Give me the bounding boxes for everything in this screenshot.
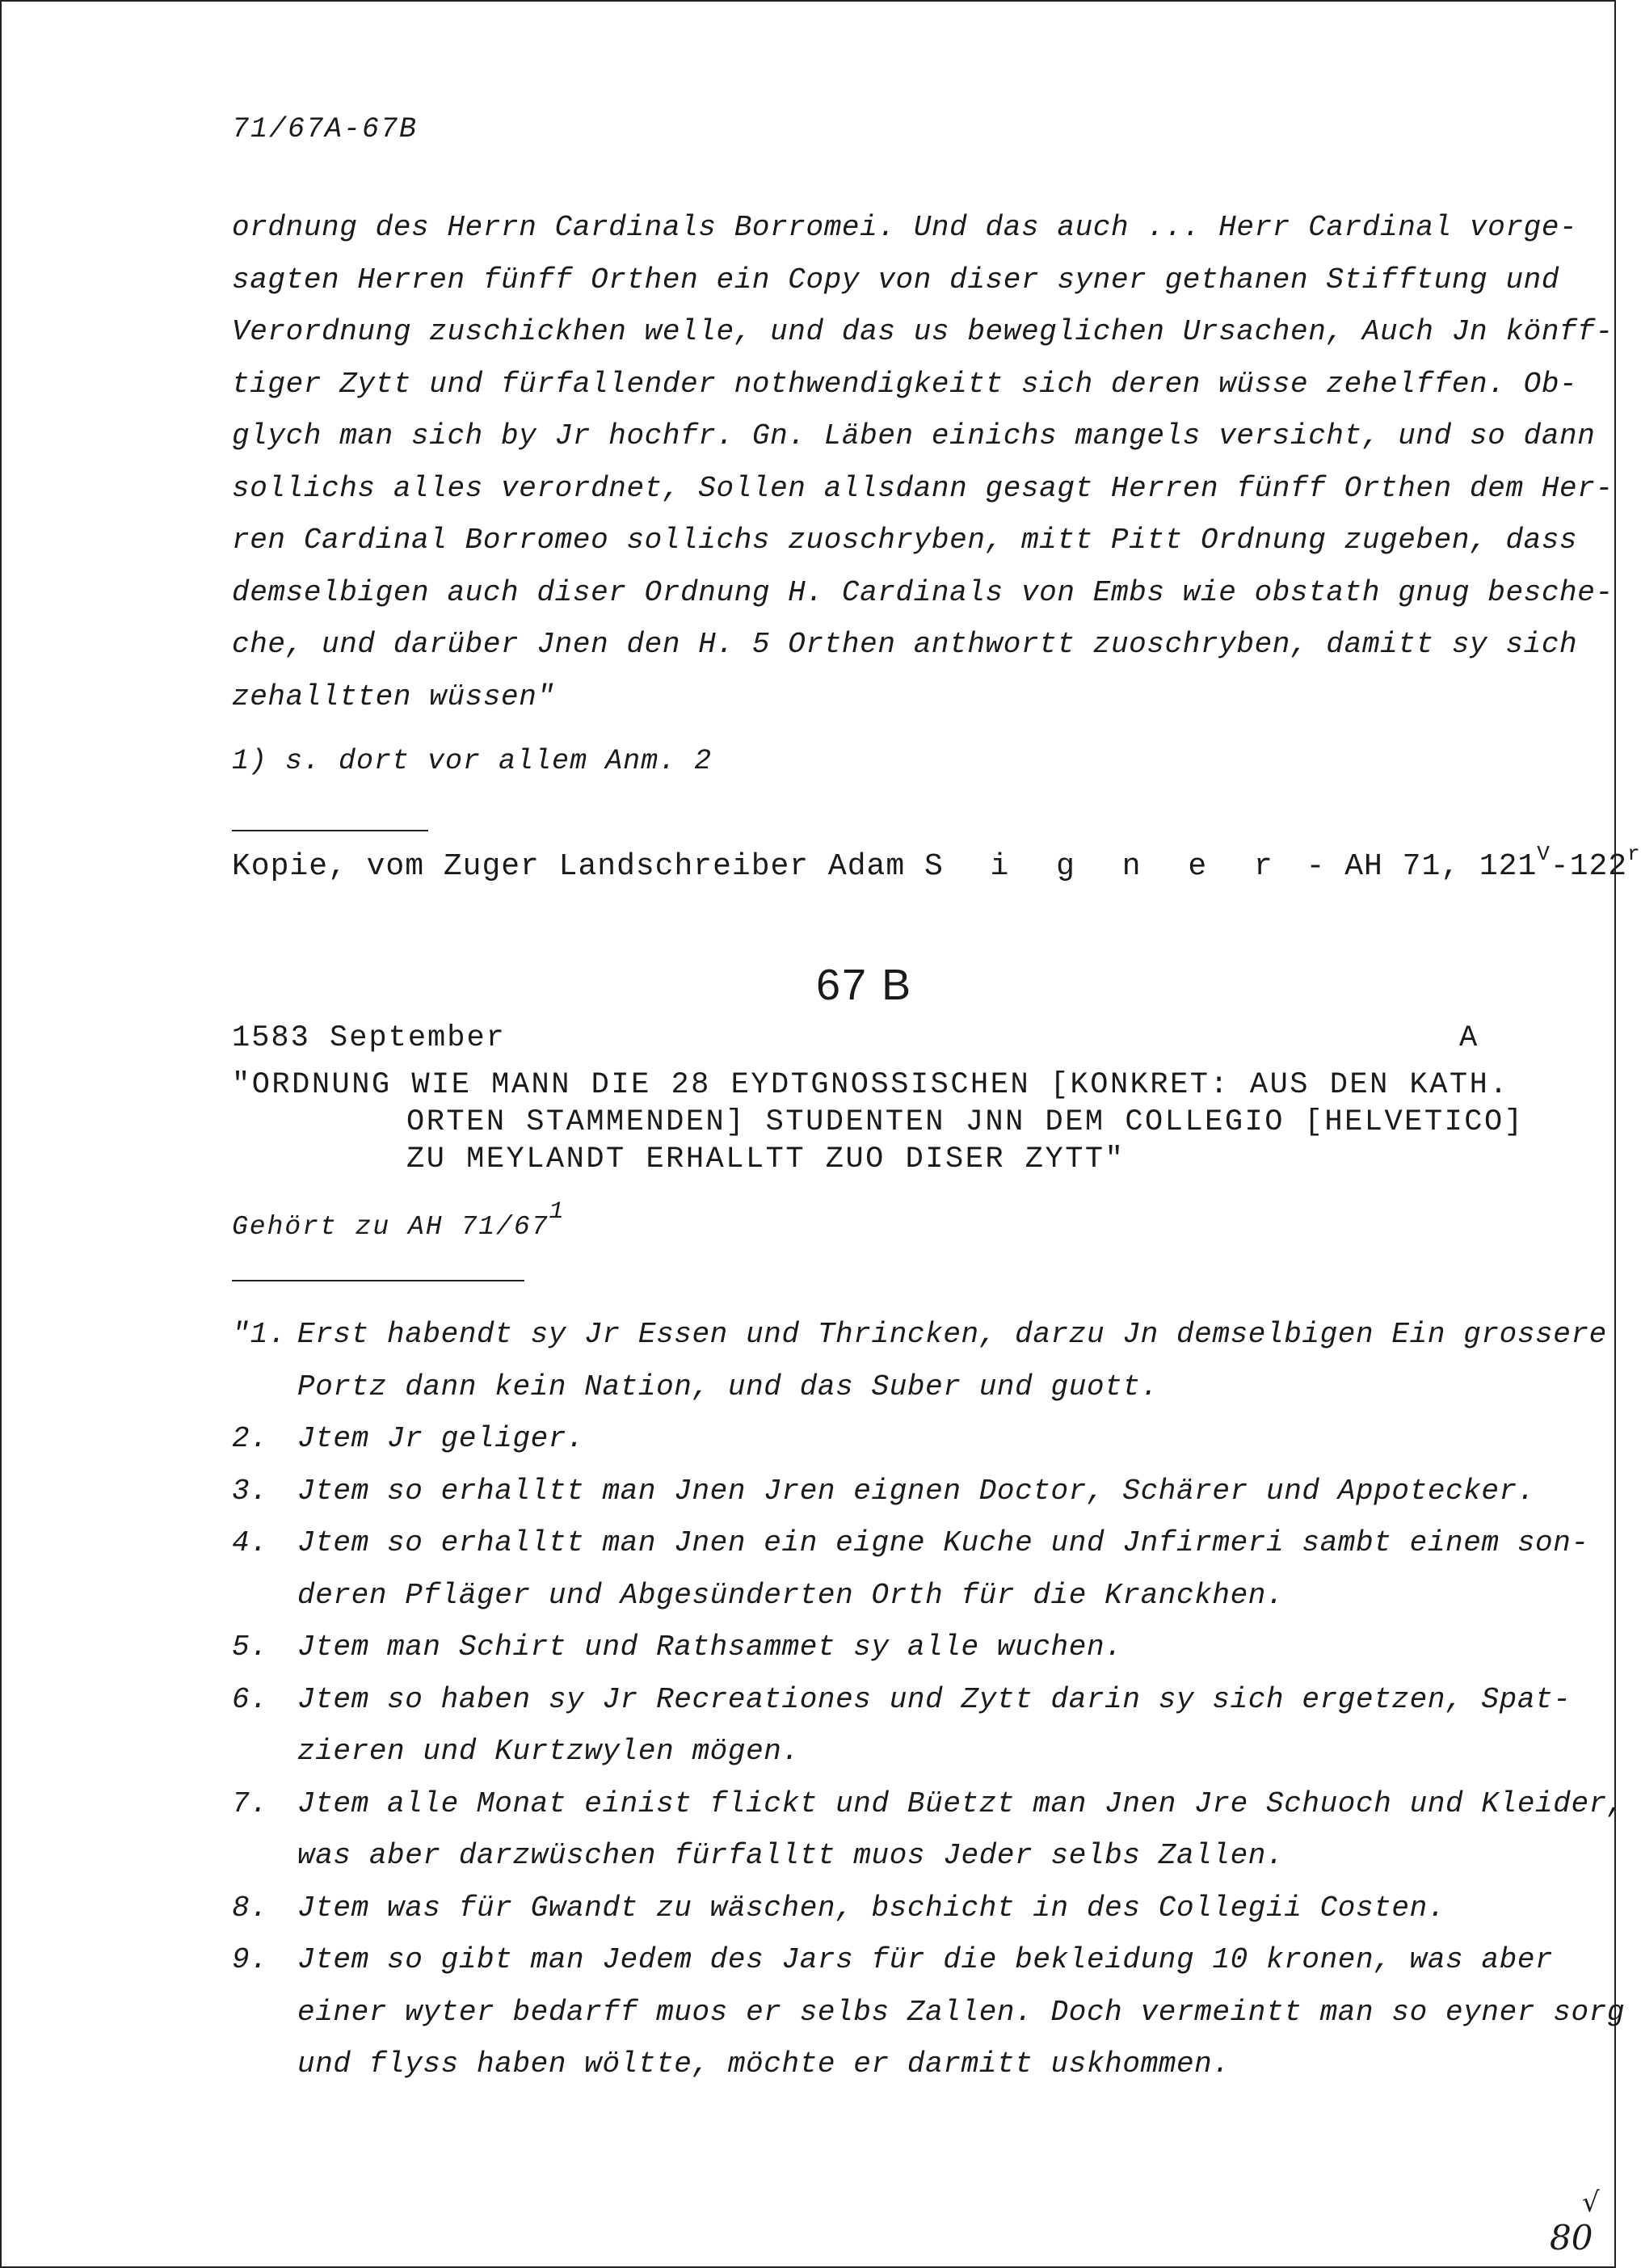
ordinance-items: [232, 1309, 1626, 2091]
document-grade: A: [1459, 1021, 1478, 1055]
document-date: 1583 September: [232, 1021, 506, 1055]
list-item: [232, 1883, 1525, 1935]
footnote-divider: [232, 830, 428, 831]
document-heading-line: ZU MEYLANDT ERHALLTT ZUO DISER ZYTT": [406, 1142, 1126, 1176]
item-number: 7.: [232, 1786, 269, 1820]
document-reference: 71/67A-67B: [232, 113, 419, 145]
item-line: Jtem alle Monat einist flickt und Büetzt man Jnen Jre Schuoch und Kleider,: [297, 1786, 1626, 1820]
quote-line: sagten Herren fünff Orthen ein Copy von diser syner gethanen Stifftung und: [232, 263, 1560, 297]
list-item: [232, 1517, 1589, 1622]
item-number: 9.: [232, 1943, 269, 1976]
item-number: 5.: [232, 1631, 269, 1664]
source-sup-verso: V: [1537, 842, 1551, 866]
item-line: Portz dann kein Nation, und das Suber und guott.: [297, 1370, 1159, 1403]
checkmark-annotation: √: [1582, 2186, 1600, 2219]
document-heading-line: ORTEN STAMMENDEN] STUDENTEN JNN DEM COLLEGIO [HELVETICO]: [406, 1105, 1525, 1139]
list-item: [232, 1622, 1525, 1674]
item-number: "1.: [232, 1318, 287, 1351]
source-citation: [232, 842, 1641, 884]
item-line: deren Pfläger und Abgesünderten Orth für die Kranckhen.: [297, 1578, 1285, 1612]
source-prefix: Kopie, vom Zuger Landschreiber Adam: [232, 849, 906, 884]
item-line: Jtem was für Gwandt zu wäschen, bschicht in des Collegii Costen.: [297, 1891, 1446, 1925]
quote-line: ordnung des Herrn Cardinals Borromei. Und das auch ... Herr Cardinal vorge-: [232, 211, 1578, 244]
quote-line: sollichs alles verordnet, Sollen allsdann gesagt Herren fünff Orthen dem Her-: [232, 471, 1614, 505]
item-line: Jtem Jr geliger.: [297, 1422, 585, 1455]
list-item: [232, 1466, 1536, 1518]
heading-divider: [232, 1280, 524, 1281]
quote-line: glych man sich by Jr hochfr. Gn. Läben einichs mangels versicht, und so dann: [232, 419, 1596, 452]
item-line: Jtem man Schirt und Rathsammet sy alle wuchen.: [297, 1631, 1123, 1664]
footnote: 1) s. dort vor allem Anm. 2: [232, 745, 713, 777]
item-line: Erst habendt sy Jr Essen und Thrincken, darzu Jn demselbigen Ein grossere: [297, 1318, 1607, 1351]
quote-line: che, und darüber Jnen den H. 5 Orthen anthwortt zuoschryben, damitt sy sich: [232, 628, 1578, 661]
item-line: Jtem so haben sy Jr Recreationes und Zytt darin sy sich ergetzen, Spat-: [297, 1682, 1572, 1716]
item-number: 4.: [232, 1526, 269, 1559]
item-number: 2.: [232, 1422, 269, 1455]
list-item: [232, 1778, 1626, 1883]
item-line: zieren und Kurtzwylen mögen.: [297, 1735, 800, 1768]
handwritten-page-number: 80: [1550, 2218, 1593, 2257]
item-number: 3.: [232, 1474, 269, 1508]
source-name: S i g n e r: [924, 849, 1287, 884]
belongs-to-note: [232, 1198, 565, 1242]
source-sup-recto: r: [1627, 842, 1641, 866]
item-number: 8.: [232, 1891, 269, 1925]
document-number: 67 B: [816, 961, 913, 1009]
list-item: [232, 1413, 1525, 1466]
item-line: Jtem so erhalltt man Jnen Jren eignen Doctor, Schärer und Appotecker.: [297, 1474, 1536, 1508]
belongs-to-text: Gehört zu AH 71/67: [232, 1212, 549, 1242]
quote-line: ren Cardinal Borromeo sollichs zuoschryben, mitt Pitt Ordnung zugeben, dass: [232, 524, 1578, 557]
document-heading-line: "ORDNUNG WIE MANN DIE 28 EYDTGNOSSISCHEN [KONKRET: AUS DEN KATH.: [232, 1068, 1510, 1102]
item-line: Jtem so erhalltt man Jnen ein eigne Kuche und Jnfirmeri sambt einem son-: [297, 1526, 1589, 1559]
quote-line: Verordnung zuschickhen welle, und das us beweglichen Ursachen, Auch Jn könff-: [232, 315, 1614, 348]
quote-line: tiger Zytt und fürfallender nothwendigkeitt sich deren wüsse zehelffen. Ob-: [232, 367, 1578, 401]
item-number: 6.: [232, 1682, 269, 1716]
item-line: Jtem so gibt man Jedem des Jars für die bekleidung 10 kronen, was aber: [297, 1943, 1554, 1976]
list-item: [232, 1674, 1572, 1778]
item-line: einer wyter bedarff muos er selbs Zallen. Doch vermeintt man so eyner sorg: [297, 1995, 1626, 2029]
belongs-to-footnote-mark: 1: [549, 1198, 566, 1226]
list-item: [232, 1309, 1607, 1413]
item-line: und flyss haben wöltte, möchte er darmitt uskhommen.: [297, 2047, 1231, 2081]
source-dash: -: [1306, 849, 1326, 884]
quote-line: demselbigen auch diser Ordnung H. Cardinals von Embs wie obstath gnug besche-: [232, 575, 1614, 609]
quote-block: [232, 202, 1614, 723]
item-line: was aber darzwüschen fürfalltt muos Jeder selbs Zallen.: [297, 1839, 1285, 1872]
list-item: [232, 1934, 1626, 2091]
source-ref-mid: -122: [1550, 849, 1628, 884]
quote-line: zehalltten wüssen": [232, 680, 555, 713]
source-ref: AH 71, 121: [1344, 849, 1538, 884]
